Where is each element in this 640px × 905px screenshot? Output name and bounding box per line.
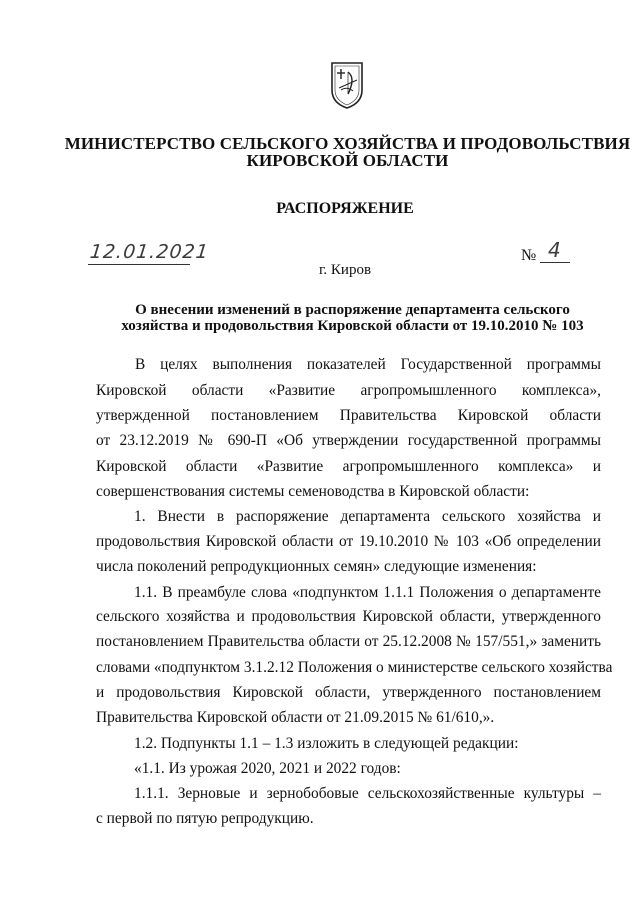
body-line: 1.1.1. Зерновые и зернобобовые сельскохозяйственные культуры – [134, 785, 601, 802]
document-type: РАСПОРЯЖЕНИЕ [276, 200, 414, 217]
number-label: № [521, 247, 537, 264]
body-line: и продовольствия Кировской области, утвержденного постановлением [96, 684, 601, 701]
body-line: от 23.12.2019 № 690-П «Об утверждении государственной программы [96, 432, 601, 449]
body-line: Кировской области «Развитие агропромышленного комплекса» и [96, 458, 601, 475]
body-line: утвержденной постановлением Правительства Кировской области [96, 407, 601, 424]
ministry-title-line-2: КИРОВСКОЙ ОБЛАСТИ [246, 151, 449, 170]
body-line: Правительства Кировской области от 21.09.2015 № 61/610,». [96, 709, 495, 726]
body-line: продовольствия Кировской области от 19.10.2010 № 103 «Об определении [96, 533, 601, 550]
body-line: 1.1. В преамбуле слова «подпунктом 1.1.1 Положения о департаменте [134, 584, 601, 601]
body-line: постановлением Правительства области от 25.12.2008 № 157/551,» заменить [96, 633, 601, 650]
handwritten-number: 4 [548, 238, 561, 262]
ministry-title-line-1: МИНИСТЕРСТВО СЕЛЬСКОГО ХОЗЯЙСТВА И ПРОДОВОЛЬСТВИЯ [64, 134, 631, 153]
body-line: В целях выполнения показателей Государственной программы [135, 356, 601, 373]
handwritten-date: 12.01.2021 [88, 241, 210, 263]
city-label: г. Киров [318, 262, 372, 278]
body-line: Кировской области «Развитие агропромышленного комплекса», [96, 382, 601, 399]
body-line: 1. Внести в распоряжение департамента сельского хозяйства и [134, 508, 601, 525]
body-line: с первой по пятую репродукцию. [96, 810, 314, 827]
subject-line-2: хозяйства и продовольствия Кировской области от 19.10.2010 № 103 [121, 318, 584, 334]
body-line: числа поколений репродукционных семян» следующие изменения: [96, 558, 537, 575]
body-line: сельского хозяйства и продовольствия Кировской области, утвержденного [96, 608, 601, 625]
body-line: «1.1. Из урожая 2020, 2021 и 2022 годов: [134, 760, 401, 777]
body-line: совершенствования системы семеноводства в Кировской области: [96, 483, 530, 500]
subject-line-1: О внесении изменений в распоряжение департамента сельского [135, 302, 570, 318]
body-line: 1.2. Подпункты 1.1 – 1.3 изложить в следующей редакции: [134, 735, 519, 752]
body-line: словами «подпунктом 3.1.2.12 Положения о министерстве сельского хозяйства [96, 659, 613, 676]
kirov-coat-of-arms-icon [329, 60, 365, 110]
